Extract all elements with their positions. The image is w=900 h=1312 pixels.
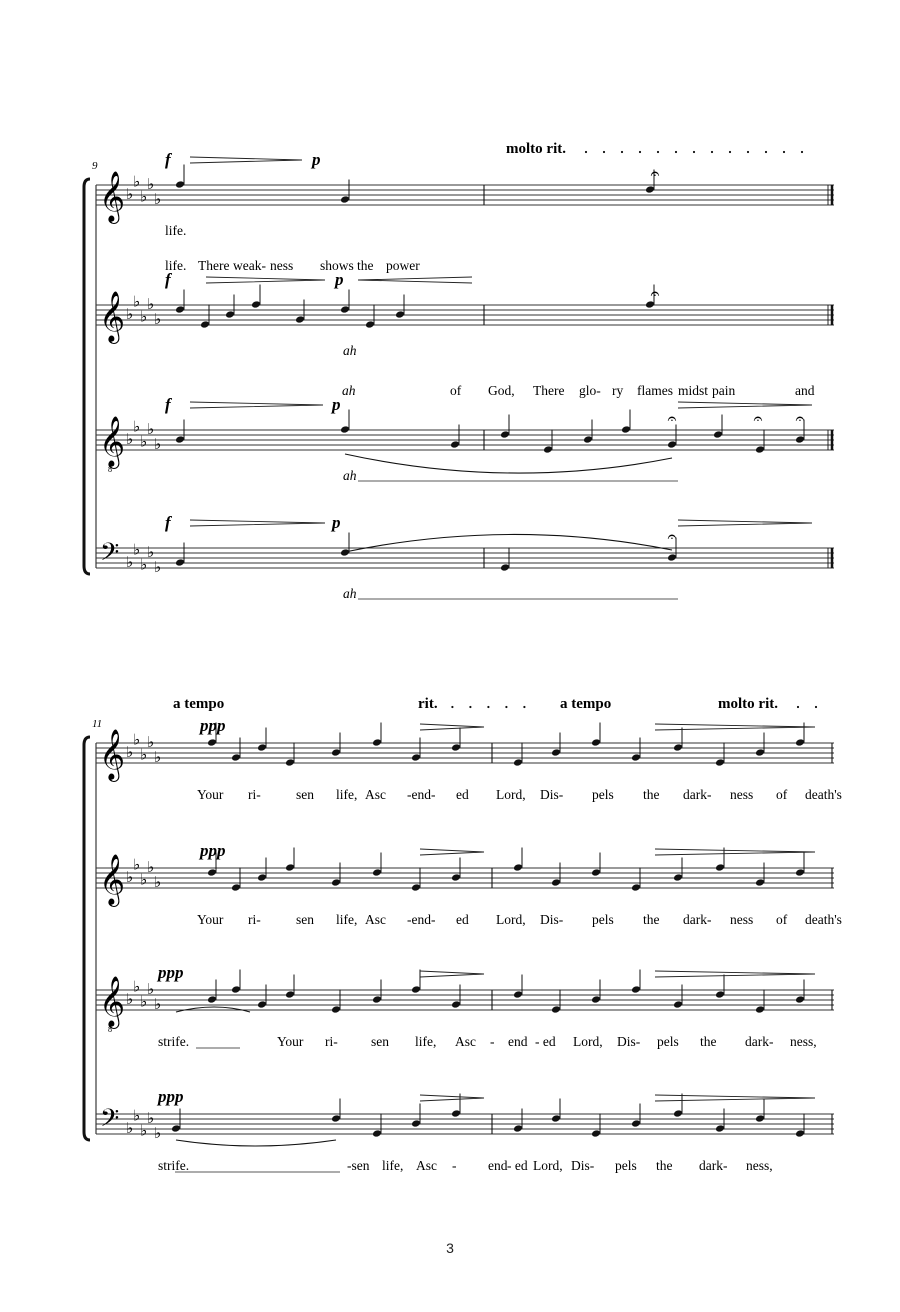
lyric-word-below: ness — [730, 787, 754, 802]
lyric-word-below: sen — [371, 1034, 389, 1049]
lyric-word-below: Your — [197, 787, 224, 802]
notehead — [225, 310, 235, 319]
lyric-word-below: pels — [592, 912, 614, 927]
key-flat-icon: ♭ — [140, 432, 148, 451]
notehead — [340, 305, 350, 314]
notehead — [513, 990, 523, 999]
lyric-word-below: dark- — [699, 1158, 728, 1173]
notehead — [285, 990, 295, 999]
notehead — [631, 883, 641, 892]
notehead — [175, 558, 185, 567]
tempo-mark: molto rit. — [718, 696, 778, 712]
key-flat-icon: ♭ — [154, 1124, 162, 1142]
notehead — [645, 185, 655, 194]
notehead — [551, 878, 561, 887]
tie — [176, 1140, 336, 1146]
notehead — [513, 758, 523, 767]
key-flat-icon: ♭ — [147, 543, 155, 561]
tempo-dot — [765, 151, 767, 153]
notehead — [715, 758, 725, 767]
notehead — [500, 563, 510, 572]
notehead — [755, 445, 765, 454]
notehead — [513, 863, 523, 872]
key-flat-icon: ♭ — [126, 868, 134, 886]
notehead — [631, 1119, 641, 1128]
key-flat-icon: ♭ — [126, 430, 134, 448]
lyric-word-below: death's — [805, 787, 842, 802]
fermata-icon: 𝄐 — [667, 527, 677, 546]
key-flat-icon: ♭ — [133, 730, 141, 749]
notehead — [451, 1000, 461, 1009]
notehead — [715, 990, 725, 999]
lyric-word-below: the — [643, 787, 660, 802]
lyric-word-below: Asc — [365, 787, 386, 802]
tempo-dot — [783, 151, 785, 153]
lyric-word-below: life, — [382, 1158, 404, 1173]
key-flat-icon: ♭ — [133, 977, 141, 996]
key-flat-icon: ♭ — [133, 540, 141, 559]
tempo-dot — [505, 706, 507, 708]
notehead — [257, 1000, 267, 1009]
lyric-word-below: ness, — [790, 1034, 817, 1049]
lyric-word-above: pain — [712, 383, 736, 398]
treble-clef-icon: 𝄞 — [99, 854, 126, 905]
key-flat-icon: ♭ — [147, 175, 155, 193]
notehead — [340, 425, 350, 434]
notehead — [340, 195, 350, 204]
tie — [176, 1007, 250, 1012]
lyric-word-above: the — [357, 258, 374, 273]
lyric-word-above: ry — [612, 383, 624, 398]
decrescendo-hairpin — [655, 971, 815, 977]
notehead — [673, 743, 683, 752]
notehead — [175, 305, 185, 314]
notehead — [365, 320, 375, 329]
tempo-dot — [711, 151, 713, 153]
tempo-dot — [657, 151, 659, 153]
tempo-dot — [487, 706, 489, 708]
notehead — [175, 435, 185, 444]
tempo-dot — [747, 151, 749, 153]
key-flat-icon: ♭ — [147, 733, 155, 751]
fermata-icon: 𝄐 — [667, 409, 677, 428]
notehead — [621, 425, 631, 434]
decrescendo-hairpin — [655, 849, 815, 855]
slur — [345, 454, 672, 473]
treble-clef-icon: 𝄞 — [99, 171, 126, 222]
notehead — [631, 753, 641, 762]
lyric-word-below: Your — [277, 1034, 304, 1049]
lyric-word-below: of — [776, 912, 788, 927]
notehead — [631, 985, 641, 994]
lyric-word-below: ah — [343, 468, 357, 483]
measure-number: 11 — [92, 718, 103, 730]
lyric-word-below: ri- — [248, 787, 261, 802]
tempo-dot — [603, 151, 605, 153]
bass-clef-icon: 𝄢 — [100, 1104, 120, 1139]
notehead — [372, 868, 382, 877]
lyric-word-below: ness — [730, 912, 754, 927]
dynamic-mark-ppp: ppp — [200, 716, 226, 735]
page-number: 3 — [446, 1240, 454, 1256]
lyric-word-below: sen — [296, 912, 314, 927]
key-flat-icon: ♭ — [140, 1121, 148, 1140]
notehead — [667, 553, 677, 562]
fermata-icon: 𝄐 — [650, 284, 660, 303]
tempo-dot — [585, 151, 587, 153]
lyric-word-above: God, — [488, 383, 515, 398]
lyric-word-below: - ed — [535, 1034, 556, 1049]
tempo-mark: molto rit. — [506, 141, 566, 157]
lyric-word-below: ness, — [746, 1158, 773, 1173]
tempo-dot — [469, 706, 471, 708]
lyric-word-below: - ed — [507, 1158, 528, 1173]
tempo-dot — [815, 706, 817, 708]
lyric-word-below: Dis- — [571, 1158, 595, 1173]
notehead — [755, 1114, 765, 1123]
lyric-word-below: Lord, — [533, 1158, 563, 1173]
notehead — [175, 180, 185, 189]
lyric-word-above: and — [795, 383, 815, 398]
notehead — [795, 868, 805, 877]
key-flat-icon: ♭ — [126, 1119, 134, 1137]
system-bracket — [84, 737, 90, 1140]
lyric-word-below: life. — [165, 223, 187, 238]
notehead — [451, 743, 461, 752]
lyric-word-above: power — [386, 258, 420, 273]
tempo-dot — [729, 151, 731, 153]
notehead — [795, 738, 805, 747]
tempo-mark: a tempo — [173, 696, 225, 712]
notehead — [231, 883, 241, 892]
fermata-icon: 𝄐 — [795, 409, 805, 428]
key-flat-icon: ♭ — [133, 1106, 141, 1125]
decrescendo-hairpin — [655, 724, 815, 730]
dynamic-mark-p: p — [312, 150, 321, 169]
decrescendo-hairpin — [420, 971, 484, 977]
decrescendo-hairpin — [420, 849, 484, 855]
dynamic-mark-ppp: ppp — [158, 963, 184, 982]
system-bracket — [84, 179, 90, 574]
notehead — [200, 320, 210, 329]
notehead — [715, 1124, 725, 1133]
notehead — [450, 440, 460, 449]
notehead — [500, 430, 510, 439]
lyric-word-below: life, — [415, 1034, 437, 1049]
notehead — [755, 748, 765, 757]
notehead — [755, 1005, 765, 1014]
lyric-word-below: strife. — [158, 1034, 190, 1049]
notehead — [285, 863, 295, 872]
decrescendo-hairpin — [190, 157, 302, 163]
key-flat-icon: ♭ — [126, 305, 134, 323]
notehead — [715, 863, 725, 872]
notehead — [231, 753, 241, 762]
notehead — [411, 883, 421, 892]
key-flat-icon: ♭ — [147, 980, 155, 998]
notehead — [207, 868, 217, 877]
key-flat-icon: ♭ — [140, 555, 148, 574]
notehead — [591, 738, 601, 747]
key-flat-icon: ♭ — [140, 870, 148, 889]
treble-clef-icon: 𝄞 — [99, 291, 126, 342]
notehead — [673, 1000, 683, 1009]
tempo-dot — [801, 151, 803, 153]
lyric-word-above: weak- — [233, 258, 266, 273]
decrescendo-hairpin — [678, 520, 812, 526]
notehead — [295, 315, 305, 324]
dynamic-mark-f: f — [165, 150, 171, 169]
key-flat-icon: ♭ — [154, 558, 162, 576]
treble-clef-icon: 𝄞 — [99, 976, 126, 1027]
lyric-word-below: - — [452, 1158, 457, 1173]
notehead — [667, 440, 677, 449]
fermata-icon: 𝄐 — [753, 409, 763, 428]
notehead — [795, 1129, 805, 1138]
notehead — [755, 878, 765, 887]
lyric-word-below: Your — [197, 912, 224, 927]
measure-number: 9 — [92, 160, 98, 172]
lyric-word-below: Dis- — [617, 1034, 641, 1049]
lyric-word-below: Dis- — [540, 787, 564, 802]
dynamic-mark-f: f — [165, 270, 171, 289]
lyric-word-below: strife. — [158, 1158, 190, 1173]
treble-clef-icon: 𝄞 — [99, 729, 126, 780]
key-flat-icon: ♭ — [154, 748, 162, 766]
lyric-word-above: ness — [270, 258, 294, 273]
notehead — [257, 873, 267, 882]
notehead — [285, 758, 295, 767]
lyric-word-below: Dis- — [540, 912, 564, 927]
lyric-word-above: There — [533, 383, 565, 398]
notehead — [171, 1124, 181, 1133]
lyric-word-below: ri- — [325, 1034, 338, 1049]
key-flat-icon: ♭ — [133, 417, 141, 436]
decrescendo-hairpin — [655, 1095, 815, 1101]
dynamic-mark-f: f — [165, 513, 171, 532]
notehead — [673, 1109, 683, 1118]
tempo-dot — [523, 706, 525, 708]
key-flat-icon: ♭ — [147, 295, 155, 313]
lyric-word-below: dark- — [745, 1034, 774, 1049]
tempo-dot — [621, 151, 623, 153]
decrescendo-hairpin — [190, 520, 325, 526]
lyric-word-below: -end- — [407, 912, 436, 927]
key-flat-icon: ♭ — [147, 420, 155, 438]
lyric-word-below: Lord, — [573, 1034, 603, 1049]
lyric-word-above: There — [198, 258, 230, 273]
lyric-word-below: of — [776, 787, 788, 802]
key-flat-icon: ♭ — [154, 190, 162, 208]
lyric-word-below: pels — [657, 1034, 679, 1049]
key-flat-icon: ♭ — [140, 992, 148, 1011]
fermata-icon: 𝄐 — [650, 164, 660, 183]
lyric-word-below: ri- — [248, 912, 261, 927]
key-flat-icon: ♭ — [154, 995, 162, 1013]
lyric-word-below: Lord, — [496, 912, 526, 927]
lyric-word-above: glo- — [579, 383, 601, 398]
notehead — [451, 1109, 461, 1118]
key-flat-icon: ♭ — [154, 873, 162, 891]
lyric-word-above: life. — [165, 258, 187, 273]
decrescendo-hairpin — [420, 724, 484, 730]
dynamic-mark-p: p — [332, 513, 341, 532]
decrescendo-hairpin — [678, 402, 812, 408]
notehead — [372, 995, 382, 1004]
dynamic-mark-f: f — [165, 395, 171, 414]
lyric-word-below: Asc — [416, 1158, 437, 1173]
dynamic-mark-ppp: ppp — [200, 841, 226, 860]
notehead — [340, 548, 350, 557]
tempo-dot — [693, 151, 695, 153]
tempo-dot — [451, 706, 453, 708]
lyric-word-below: life, — [336, 912, 358, 927]
dynamic-mark-ppp: ppp — [158, 1087, 184, 1106]
notehead — [795, 995, 805, 1004]
lyric-word-above: shows — [320, 258, 354, 273]
lyric-word-below: ed — [456, 912, 469, 927]
key-flat-icon: ♭ — [147, 1109, 155, 1127]
lyric-word-below: Asc — [455, 1034, 476, 1049]
lyric-word-below: life, — [336, 787, 358, 802]
lyric-word-below: dark- — [683, 787, 712, 802]
notehead — [251, 300, 261, 309]
tempo-dot — [675, 151, 677, 153]
dynamic-mark-p: p — [332, 395, 341, 414]
bass-clef-icon: 𝄢 — [100, 538, 120, 573]
octave-marker: 8 — [108, 1025, 112, 1034]
notehead — [551, 1114, 561, 1123]
lyric-word-below: the — [643, 912, 660, 927]
lyric-word-below: end — [488, 1158, 508, 1173]
notehead — [331, 1114, 341, 1123]
notehead — [411, 753, 421, 762]
key-flat-icon: ♭ — [126, 553, 134, 571]
key-flat-icon: ♭ — [126, 743, 134, 761]
tempo-dot — [639, 151, 641, 153]
dynamic-mark-p: p — [335, 270, 344, 289]
notehead — [513, 1124, 523, 1133]
decrescendo-hairpin — [206, 277, 325, 283]
notehead — [231, 985, 241, 994]
key-flat-icon: ♭ — [133, 855, 141, 874]
notehead — [591, 995, 601, 1004]
notehead — [451, 873, 461, 882]
key-flat-icon: ♭ — [126, 185, 134, 203]
notehead — [372, 738, 382, 747]
notehead — [543, 445, 553, 454]
lyric-word-above: ah — [342, 383, 356, 398]
notehead — [372, 1129, 382, 1138]
lyric-word-above: of — [450, 383, 462, 398]
lyric-word-below: ah — [343, 343, 357, 358]
notehead — [257, 743, 267, 752]
key-flat-icon: ♭ — [154, 310, 162, 328]
notehead — [395, 310, 405, 319]
crescendo-hairpin — [358, 277, 472, 283]
key-flat-icon: ♭ — [147, 858, 155, 876]
key-flat-icon: ♭ — [140, 745, 148, 764]
notehead — [673, 873, 683, 882]
notehead — [331, 878, 341, 887]
notehead — [331, 748, 341, 757]
lyric-word-below: dark- — [683, 912, 712, 927]
lyric-word-below: the — [700, 1034, 717, 1049]
notehead — [591, 1129, 601, 1138]
tempo-dot — [797, 706, 799, 708]
lyric-word-below: Asc — [365, 912, 386, 927]
notehead — [411, 985, 421, 994]
notehead — [551, 748, 561, 757]
key-flat-icon: ♭ — [140, 187, 148, 206]
lyric-word-below: pels — [615, 1158, 637, 1173]
lyric-word-below: ah — [343, 586, 357, 601]
key-flat-icon: ♭ — [126, 990, 134, 1008]
tempo-mark: a tempo — [560, 696, 612, 712]
notehead — [591, 868, 601, 877]
key-flat-icon: ♭ — [133, 172, 141, 191]
lyric-word-below: the — [656, 1158, 673, 1173]
notehead — [207, 995, 217, 1004]
lyric-word-above: flames — [637, 383, 673, 398]
octave-marker: 8 — [108, 465, 112, 474]
decrescendo-hairpin — [420, 1095, 484, 1101]
lyric-word-below: Lord, — [496, 787, 526, 802]
key-flat-icon: ♭ — [140, 307, 148, 326]
notehead — [411, 1119, 421, 1128]
notehead — [583, 435, 593, 444]
decrescendo-hairpin — [190, 402, 323, 408]
notehead — [551, 1005, 561, 1014]
notehead — [331, 1005, 341, 1014]
tempo-mark: rit. — [418, 696, 438, 712]
lyric-word-below: -sen — [347, 1158, 370, 1173]
lyric-word-above: midst — [678, 383, 709, 398]
lyric-word-below: death's — [805, 912, 842, 927]
key-flat-icon: ♭ — [133, 292, 141, 311]
notehead — [207, 738, 217, 747]
lyric-word-below: sen — [296, 787, 314, 802]
notehead — [713, 430, 723, 439]
lyric-word-below: -end- — [407, 787, 436, 802]
lyric-word-below: ed — [456, 787, 469, 802]
lyric-word-below: pels — [592, 787, 614, 802]
lyric-word-below: - — [490, 1034, 495, 1049]
treble-clef-icon: 𝄞 — [99, 416, 126, 467]
lyric-word-below: end — [508, 1034, 528, 1049]
notehead — [795, 435, 805, 444]
key-flat-icon: ♭ — [154, 435, 162, 453]
